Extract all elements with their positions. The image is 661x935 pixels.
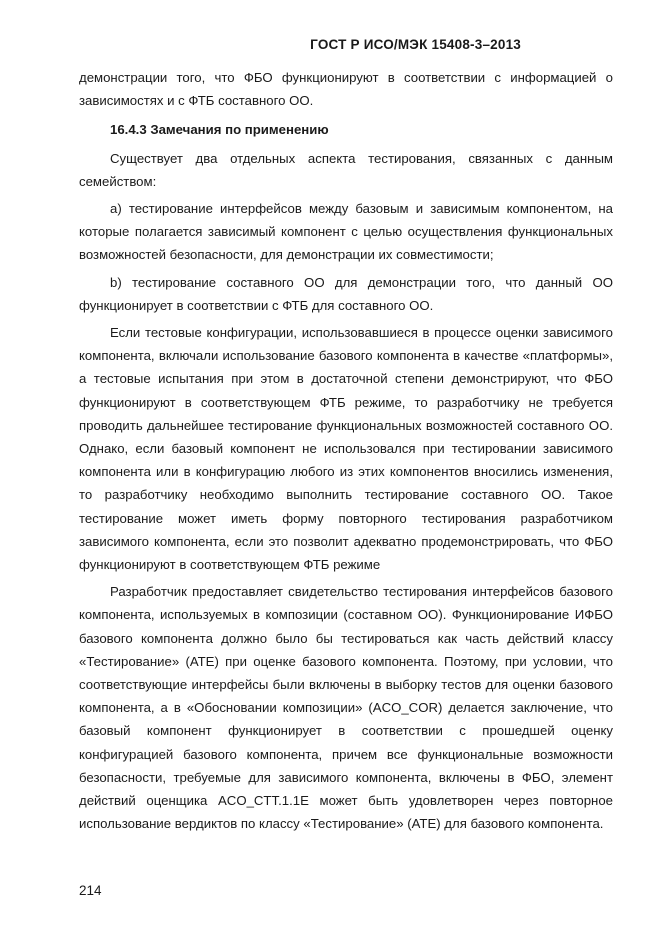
document-header: ГОСТ Р ИСО/МЭК 15408-3–2013 bbox=[310, 37, 521, 52]
paragraph-continuation: демонстрации того, что ФБО функционируют в соответствии с информацией о зависимостях и с ФТБ составного ОО. bbox=[79, 70, 613, 109]
paragraph-test-configurations: Если тестовые конфигурации, использовавшиеся в процессе оценки зависимого компонента, включали использование базового компонента в качестве «платформы», а тестовые испытания при этом в достаточной степени демонстрируют, что ФБО функционируют в соответствующем ФТБ режиме, то разработчику не требуется проводить дальнейшее тестирование функциональных возможностей составного ОО. Однако, если базовый компонент не использовался при тестировании зависимого компонента или в конфигурацию любого из этих компонентов вносились изменения, то разработчику необходимо выполнить тестирование составного ОО. Такое тестирование может иметь форму повторного тестирования разработчиком зависимого компонента, если это позволит адекватно продемонстрировать, что ФБО функционируют в соответствующем ФТБ режиме bbox=[79, 325, 613, 573]
page-body bbox=[79, 66, 613, 836]
section-heading: 16.4.3 Замечания по применению bbox=[110, 122, 329, 138]
list-item-a: а) тестирование интерфейсов между базовым и зависимым компонентом, на которые полагается зависимый компонент с целью осуществления функциональных возможностей безопасности, для демонстрации их совместимости; bbox=[79, 201, 613, 263]
paragraph-intro: Существует два отдельных аспекта тестирования, связанных с данным семейством: bbox=[79, 150, 613, 189]
paragraph-developer-evidence: Разработчик предоставляет свидетельство тестирования интерфейсов базового компонента, используемых в композиции (составном ОО). Функционирование ИФБО базового компонента должно было бы тестироваться как часть действий классу «Тестирование» (АТЕ) при оценке базового компонента. Поэтому, при условии, что соответствующие интерфейсы были включены в выборку тестов для оценки базового компонента, а в «Обосновании композиции» (ACO_COR) делается заключение, что базовый компонент функционирует в соответствии с прошедшей оценку конфигурацией базового компонента, причем все функциональные возможности безопасности, требуемые для зависимого компонента, включены в ФБО, элемент действий оценщика ACO_CTT.1.1E может быть удовлетворен через повторное использование вердиктов по классу «Тестирование» (АТЕ) для базового компонента. bbox=[79, 584, 613, 832]
list-item-b: b) тестирование составного ОО для демонстрации того, что данный ОО функционирует в соответствии с ФТБ для составного ОО. bbox=[79, 274, 613, 313]
page-number: 214 bbox=[79, 883, 102, 898]
